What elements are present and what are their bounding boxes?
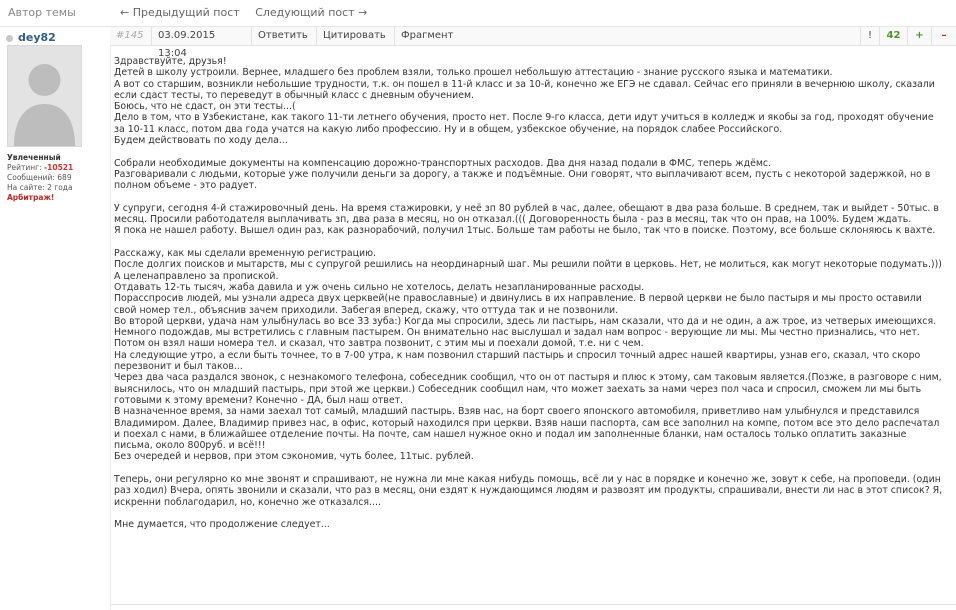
rating-value: -10521 <box>44 163 74 172</box>
post-toolbar <box>110 27 956 59</box>
post-paragraph: Я пока не нашел работу. Вышел один раз, как разнорабочий, получил 1тыс. Больше там работы не было, так что в поиске. Поэтому, все больше склоняюсь к вахте. <box>114 225 936 237</box>
post-paragraph: Собрали необходимые документы на компенсацию дорожно-транспортных расходов. Два дня назад подали в ФМС, теперь ждёмс. <box>114 157 772 169</box>
paragraph-spacer <box>114 146 946 157</box>
report-button[interactable]: ! <box>860 27 880 45</box>
topic-author-label: Автор темы <box>8 6 76 19</box>
post-paragraph: Порасспросив людей, мы узнали адреса двух церквей(не православные) и двинулись в их направление. В первой церкви не было пастыря и мы просто оставили свой номер тел., объяснив зачем приходили. Забегая вперед, скажу, что оттуда так и не позвонили. <box>114 293 922 316</box>
divider <box>110 604 956 605</box>
author-on-site: На сайте: 2 года <box>7 183 73 192</box>
author-messages: Сообщений: 689 <box>7 173 72 182</box>
upvote-button[interactable]: + <box>908 27 932 45</box>
author-info <box>7 153 73 203</box>
paragraph-spacer <box>114 237 946 248</box>
post-paragraph: Во второй церкви, удача нам улыбнулась во все 33 зуба:) Когда мы спросили, здесь ли пастырь, нам сказали, что да и не один, а аж трое, из четверых имеющихся. Немного подождав, мы встретились с главным пастырем. Он внимательно нас выслушал и задал нам вопрос - верующие ли мы. Мы честно признались, что нет. Потом он взял наши номера тел. и сказал, что завтра позвонит, с этим мы и поехали домой, т.е. ни с чем. <box>114 315 937 350</box>
author-rating <box>7 163 73 173</box>
online-status-icon <box>6 35 13 42</box>
post-paragraph: Теперь, они регулярно ко мне звонят и спрашивают, не нужна ли мне какая нибудь помощь, всё ли у нас в порядке и конечно же, зовут к себе, на проповеди. (один раз ходил) Вчера, опять звонили и сказали, что раз в месяц, они ездят к нуждающимся людям и развозят им продукты, спрашивали, внести ли нас в этот список? Я, искренни поблагодарил, но, конечно же отказался.... <box>114 473 943 508</box>
post-paragraph: Мне думается, что продолжение следует... <box>114 519 330 531</box>
post-paragraph: А вот со старшим, возникли небольшие трудности, т.к. он пошел в 11-й класс и за 10-й, конечно же ЕГЭ не сдавал. Сейчас его приняли в вечернюю школу, сказали если сдаст тесты, то переведут в обычный класс с дневным обучением. <box>114 78 935 101</box>
post-number[interactable]: #145 <box>110 27 152 45</box>
post-paragraph: Разговаривали с людьми, которые уже получили деньги за дорогу, а также и подъёмные. Они говорят, что выплачивают всем, пусть с некоторой задержкой, но в полном объеме - это радует. <box>114 168 931 192</box>
post-paragraph: Здравствуйте, друзья! <box>114 56 227 67</box>
post-paragraph: Отдавать 12-ть тысяч, жаба давила и уж очень сильно не хотелось, делать незапланированные расходы. <box>114 281 645 293</box>
arbitrage-link[interactable]: Арбитраж! <box>7 193 55 202</box>
post-paragraph: После долгих поисков и мытарств, мы с супругой решились на неординарный шаг. Мы решили пойти в церковь. Нет, не молиться, как могут некоторые подумать.))) А целенаправлено за пропиской. <box>114 259 942 282</box>
post-navigation <box>120 6 379 19</box>
rating-label: Рейтинг: <box>7 163 42 172</box>
post-date: 03.09.2015 13:04 <box>152 27 252 45</box>
post-body <box>114 56 946 530</box>
post-paragraph: Дело в том, что в Узбекистане, как такого 11-ти летнего обучения, просто нет. После 9-го класса, дети идут учиться в колледж и якобы за год, проходят обучение за 10-11 класс, потом два года учатся на какую либо профессию. Ну и в общем, узбекское обучение, на порядок слабее Российского. <box>114 112 934 135</box>
post-rating: 42 <box>880 27 908 45</box>
author-username[interactable]: dey82 <box>18 31 56 44</box>
fragment-button[interactable]: Фрагмент <box>401 30 454 41</box>
author-rank: Увлеченный <box>7 153 61 162</box>
post-paragraph: Боюсь, что не сдаст, он эти тесты...( <box>114 101 296 113</box>
topic-header-bar <box>0 0 956 27</box>
post-paragraph: Будем действовать по ходу дела... <box>114 135 288 147</box>
post-paragraph: У супруги, сегодня 4-й стажировочный день. На время стажировки, у неё зп 80 рублей в час, далее, обещают в два раза больше. В среднем, так и выйдет - 50тыс. в месяц. Просили работодателя выплачивать зп, два раза в месяц, но он отказал.((( Договоренность была - раз в месяц, так что он прав, на 100%. Будем ждать. <box>114 202 939 226</box>
quote-button[interactable]: Цитировать <box>317 27 395 45</box>
reply-button[interactable]: Ответить <box>252 27 317 45</box>
post-paragraph: Детей в школу устроили. Вернее, младшего без проблем взяли, только прошел небольшую аттестацию - знание русского языка и математики. <box>114 67 833 79</box>
downvote-button[interactable]: – <box>941 30 947 41</box>
default-avatar-icon <box>8 46 81 146</box>
post-paragraph: Расскажу, как мы сделали временную регистрацию. <box>114 248 376 260</box>
post-paragraph: Без очередей и нервов, при этом сэкономив, чуть более, 11тыс. рублей. <box>114 451 474 463</box>
post-paragraph: В назначенное время, за нами заехал тот самый, младший пастырь. Взяв нас, на борт своего японского автомобиля, приветливо нам улыбнулся и представился Владимиром. Далее, Владимир привез нас, в офис, который находился при церкви. Взяв наши паспорта, сам все заполнил на компе, потом все это дело распечатал и поехал с нами, в ближайшее отделение почты. На почте, сам нашел нужное окно и подал им заполненные бланки, нам осталось только оплатить заказные письма, около 800руб. и всё!!! <box>114 406 940 452</box>
paragraph-spacer <box>114 463 946 474</box>
avatar[interactable] <box>7 45 82 147</box>
post-paragraph: На следующие утро, а если быть точнее, то в 7-00 утра, к нам позвонил старший пастырь и спросил точный адрес нашей квартиры, узнав его, сказал, что скоро перезвонит и был таков... <box>114 349 921 373</box>
author-sidebar <box>0 27 111 610</box>
paragraph-spacer <box>114 508 946 519</box>
post-paragraph: Через два часа раздался звонок, с незнакомого телефона, собеседник сообщил, что он от пастыря и плюс к этому, сам таковым является.(Позже, в разговоре с ним, выяснилось, что он младший пастырь, при этой же церкви.) Собеседник сообщил нам, что может заехать за нами через пол часа и спросил, сможем ли мы быть готовыми к этому времени? Конечно - ДА, был наш ответ. <box>114 372 942 406</box>
prev-post-link[interactable]: ← Предыдущий пост <box>120 6 240 19</box>
paragraph-spacer <box>114 192 946 203</box>
next-post-link[interactable]: Следующий пост → <box>255 6 368 19</box>
